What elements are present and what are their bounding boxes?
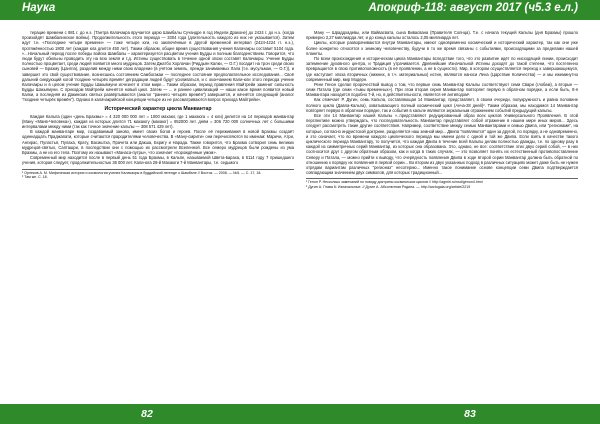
right-paragraph-2: Циклы, которые разворачиваются внутри Манвантары, имеют одновременно космический и исторический характер, так как они уже более конкретно относятся к земному человечеству, будучи в то же время связаны с событиями, происходящими за пределами нашей планеты. <box>306 40 578 56</box>
right-paragraph-4: Рене Генон сделал пророчествой вывод о том, что первые семь Манвантар Кальпы соответствуют семи Свари (глобам), а вторые — семи Патала (где семи «тьмы временных»). При этом вторая серия Манвантар повторяет первую в обратном порядке, а если быть, 8-я Манвантара находится подобно 7-й, но, в действительности, является её антиподом¹. <box>306 81 578 98</box>
right-footnotes <box>306 178 578 190</box>
left-paragraph-2: Каждая Кальпа (один «день Брахмы» = 4 320 000 000 лет = 1000 махаюг, где 1 махаюга = 4 юги) делится на 14 периодов манвантар (Ману «Манв-Человека»), каждая из которых длится 71 махаюгу (махаюг) = 852000 лет. днём = 306 720 000 солнечных лет с большими интервалами между ними (так как точное значение кальпы — 308 571 429 лет). <box>22 113 294 129</box>
right-paragraph-3: По всем происхождения и историческом цикла Манвантары вследствие того, что это развитие идёт по нисходящей линии, происходит затемнение духовного центра, и Традиция утрачивается. Древнейшие Изначальной Истины доходят до такой степени, что постепенно превращается в свою противоположность (в её проявлении, а не в сущности). Мир, в котором осуществляется переход к завершающемуся, где наступает эпоха вторичных (нижних, в т.ч. материальных) истин, являются наноси Лена (Царствие Количества) — и мы ежеминутно современный мир, мир Модерн. <box>306 55 578 82</box>
section-heading: Исторический характер цикла Манвантар <box>104 105 212 112</box>
right-paragraph-5: Как отмечает Р. Дугин, семь Кальпа, составляющая 14 Манвантар, представляет, в своем очереди, полукружность и равна половине полного цикла (Давла-Кальпа), охватывающего полный космический цикл (Анча-28 дней)². Таким образом, мы находимся 14 Манвантар повторяет первую в обратном порядке, так и события в кальпе являются зеркальным отражением событий предыдущей кальпы. <box>306 97 578 113</box>
left-column <box>22 30 294 180</box>
issue-title: Апокриф-118: август 2017 (ч5.3 е.л.) <box>368 2 578 14</box>
left-paragraph-4: Современный мир находится после в первый день 51 года Брахмы, в Кальпе, называемой Швета-вараха, в 5114 году 7 пришедшего учения, которая следует, продолжительностью 36 000 лет. Кали-юга 28-й Махаюги 7-й Манвантары, т.е. седьмого <box>22 155 294 166</box>
page-footer <box>0 404 600 424</box>
right-paragraph-6: Все эти 14 Манвантар нашей Кальпы «..представляют редуцированный образ всех циклов Универсального Проявления. В этой перспективе можно утверждать, что последовательность Манвантар представляет собой отражение в нашем мире иных миров... Здесь следует рассмотреть такие другие соответствия. Например, соответствие между семью Манвантарами и семью Двипа, или "регионами", на которые, согласно индуистской доктрине, разделяется наш земной мир... Двипа "появляются" один за другой, по порядку, а не одновременно, и это означает, что во времени каждого циклического периода мы имеем дело с одной и той же Двипа. Если взять в качестве такого циклического периода Манвантару, то получится, что каждая Двипа в течение всей Кальпы делам полностью дважды, т.е. по одному разу в каждой из симметричных серий Манвантар, из которых она образована. Это, однако, не все: соответствие этих двух серий собой, — в них соотносится друг с другом обратным образом, как и когда в таких случаях, — это позволяет понять их естественный противопоставление Северу и Патала, — можно прийти к выводу, что очерёдность появления Двипа в ходе второй серии Манвантар должна быть обратной по отношению к порядку их появления в первой серии... Во втором из двух указанных подход в различных ситуациях может даже быть не нужен отрядам вариантам различных "регионах" несотерию... Именно такое понимание основе концепции семи Двипа подтверждается совпадающим значением двух символов, для которых традиционный... <box>306 113 578 176</box>
left-footnotes <box>22 169 294 181</box>
right-footnote-2: ² Дугин А. Глава 6: Изначальные. // Дугин А. Абсолютная Родина. — http://arctogaia.org/article/2219 <box>306 185 471 190</box>
right-column <box>306 30 578 190</box>
right-page-number: 83 <box>464 408 476 420</box>
right-paragraph-1: Ману — Шраддхадевы, или Вайвасвата, сына Вивасвана (Правителя Солнца). Т.е. с начала текущей Кальпы (дня Брахмы) прошло примерно 2,27 миллиарда лет, и до конца кальпы осталось 2,05 миллиарда лет. <box>306 30 578 41</box>
footnote-1: ¹ Орлеков А. М. Мифическая история и космология учения Калачакры в буддийской легенде о Шамбале // Восток. — 2008. — №5. — С. 17, 18. <box>22 170 262 175</box>
section-title: Наука <box>22 2 56 14</box>
left-paragraph-1: терацие времени с 881 г. до н.э. (Тантра Калачакра вручается царю Шамбалы Сучандре в год Индели Драконе) до 2424 г. до н.э. (когда произойдёт Шамбалинское войны). Продолжительность этого периода — 3304 года (длительность каждого из них не указывается). Затем идут т.н. «Последние четыре времени» — тоже четыре юги, но заключённые в другой временной интервал (2424-4224 гг. н.э.), протяжённостью 1800 лет (каждая юга длится 450 лет). Таким образом, общее время существования учения Калачакры составит 5104 года. «...Начальный период после победы войска Шамбалы – характеризуется расцветом учения Будды и полным благоденствием. Говорится, что люди будут обильны проводить эту на всю земля и т.д. Истины существовать в течение одной эпохи составят Калачакры. Учение Будды полностью процветает, среди людей появится много мудрецов. Затем Джатбо Хорлачан (Риддьян Калки, — О.Г.) посадит на трон среди своих сыновей — Брахму (Цангпа), разделив между ними свою владение (в учётом земель, прежде занимаемых Лала (т.е. мусульман, — О.Г.)), и завершит это свой существование, вознесшись состоянием Самбогакаи — последнее состояние предполагательное исследования... Своё дальний сиедующий когой 'поздние четырёх времён' деградации людей будут усиливаться, и с окончанием Кали-юги этого периода учение Калачакры и в целом учение Будды Шакьямуни исчезнет в этом мире... Таким образом, период правления Майтрейи заменит сильность Будды Шакьямуни. С приходом Майтрейи начнётся новый цикл. Затем — ... и раннее цивилизаций — наши какое время появится новый Калки, а последняя из Дакинских святых развёртываются (аналог "раннего четырёх времён") завершится, и начнётся следующий (аналог "поздние четырёх времён"). Однако в калачакрийской концепции четыре из не рассматриваются вопрос прихода Майтрейи». <box>22 30 294 103</box>
page-header <box>0 0 600 20</box>
left-page-number: 82 <box>141 408 153 420</box>
left-paragraph-3: В каждой манвантаре мир, создаваемый заново, имеет своих богов и героев. После её переживания в новой Брахмы создаёт одиннадцать Праджапати, которые считаются прародителями человечества. В «Ману-смрити» они перечисляются по именам: Маричи, Атри, Ангирас, Пуластья, Пулаха, Крату, Васиштха, Прачета или Дакша, Бхригу и Нарада. Также говорится, что Брахма сотворил семь великих мудрецов-святых, Сапташри, в последствии они с помощью их рассмотрели Вселенной. Все семеро мудрецов были рождены из ума Брахмы, а не из его тела. Поэтому их называют «Манаса-путры», что означает «порождённые умом». <box>22 129 294 155</box>
footnote-2: ² Там же. С. 18. <box>22 175 48 180</box>
right-footnote-1: ¹ Генон Р. Несколько замечаний по поводу доктрины космических циклов // http://agmiri.ru/nsd/genon4.html <box>306 180 483 185</box>
